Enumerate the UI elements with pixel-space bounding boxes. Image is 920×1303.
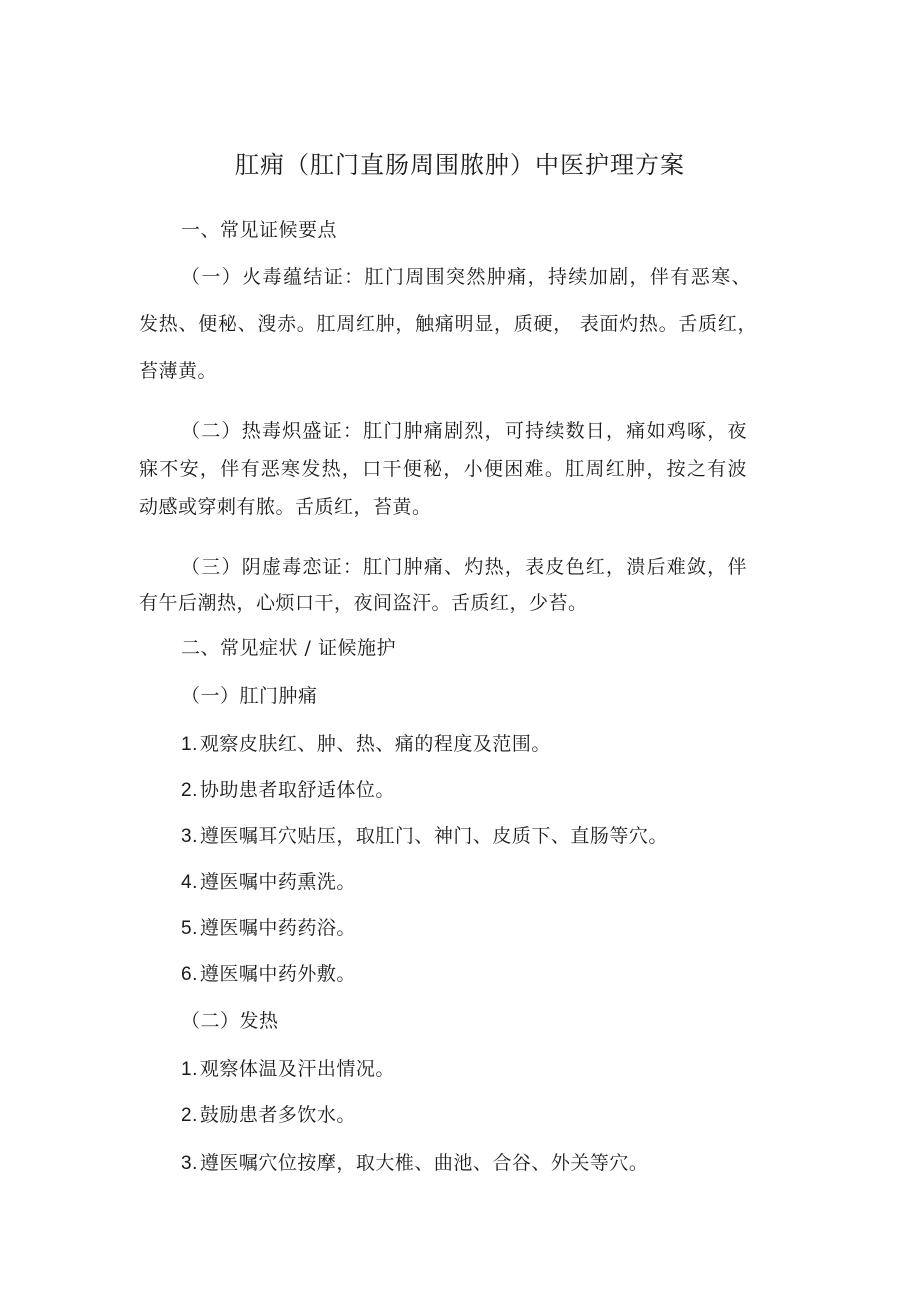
list-item <box>181 1103 356 1128</box>
list-item-number: 5. <box>181 918 198 939</box>
list-item-number: 3. <box>181 826 198 847</box>
list-item <box>181 1057 395 1082</box>
syndrome-2-line-3: 动感或穿刺有脓。舌质红，苔黄。 <box>139 496 432 518</box>
subsection-heading-fever: （二）发热 <box>181 1010 279 1032</box>
list-item-text: 遵医嘱中药熏洗。 <box>199 871 356 893</box>
list-item-number: 6. <box>181 964 198 985</box>
list-item <box>181 824 668 849</box>
syndrome-1-line-1: （一）火毒蕴结证：肛门周围突然肿痛，持续加剧，伴有恶寒、 <box>181 266 751 288</box>
syndrome-3-line-2: 有午后潮热，心烦口干，夜间盗汗。舌质红，少苔。 <box>139 592 588 614</box>
list-item-text: 协助患者取舒适体位。 <box>199 779 395 801</box>
list-item <box>181 732 551 757</box>
list-item-text: 遵医嘱耳穴贴压，取肛门、神门、皮质下、直肠等穴。 <box>199 825 668 847</box>
list-item-number: 4. <box>181 872 198 893</box>
subsection-heading-anal-pain: （一）肛门肿痛 <box>181 685 318 707</box>
list-item <box>181 1151 648 1176</box>
section-heading-nursing: 二、常见症状 / 证候施护 <box>181 637 396 659</box>
list-item <box>181 778 395 803</box>
syndrome-3-line-1: （三）阴虚毒恋证：肛门肿痛、灼热，表皮色红，溃后难敛，伴 <box>181 556 747 578</box>
document-title: 肛痈（肛门直肠周围脓肿）中医护理方案 <box>235 151 685 179</box>
syndrome-2-line-1: （二）热毒炽盛证：肛门肿痛剧烈，可持续数日，痛如鸡啄，夜 <box>181 420 747 442</box>
section-heading-syndromes: 一、常见证候要点 <box>181 219 338 241</box>
list-item-text: 观察皮肤红、肿、热、痛的程度及范围。 <box>199 733 551 755</box>
list-item-text: 观察体温及汗出情况。 <box>199 1058 395 1080</box>
list-item-text: 鼓励患者多饮水。 <box>199 1104 356 1126</box>
list-item-number: 2. <box>181 1105 198 1126</box>
list-item <box>181 870 356 895</box>
list-item-text: 遵医嘱中药外敷。 <box>199 963 356 985</box>
syndrome-2-line-2: 寐不安，伴有恶寒发热，口干便秘，小便困难。肛周红肿，按之有波 <box>139 458 747 480</box>
list-item-number: 3. <box>181 1153 198 1174</box>
list-item-text: 遵医嘱中药药浴。 <box>199 917 356 939</box>
list-item-number: 1. <box>181 734 198 755</box>
syndrome-1-line-2: 发热、便秘、溲赤。肛周红肿，触痛明显，质硬， 表面灼热。舌质红， <box>139 313 757 335</box>
list-item-number: 2. <box>181 780 198 801</box>
syndrome-1-line-3: 苔薄黄。 <box>139 360 218 382</box>
list-item-text: 遵医嘱穴位按摩，取大椎、曲池、合谷、外关等穴。 <box>199 1152 649 1174</box>
list-item <box>181 916 356 941</box>
list-item-number: 1. <box>181 1059 198 1080</box>
list-item <box>181 962 356 987</box>
